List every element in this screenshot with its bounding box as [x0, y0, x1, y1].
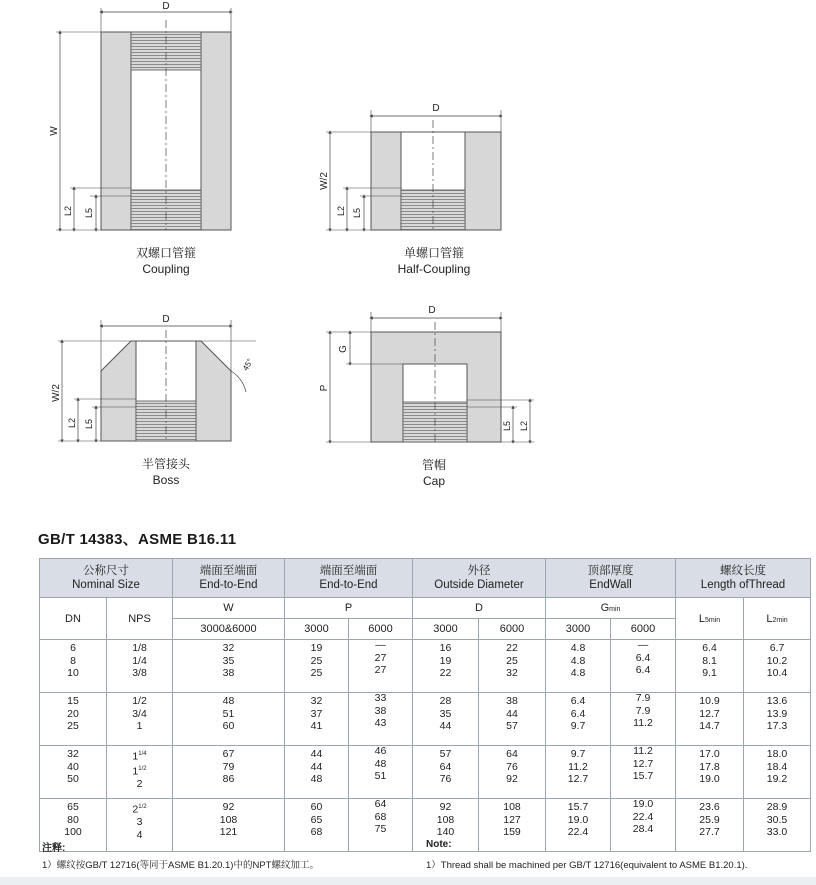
header-g-6000: 6000	[611, 619, 676, 640]
d6000-cell: 108 127 159	[479, 799, 546, 852]
g3000-cell: 6.4 6.4 9.7	[546, 693, 611, 746]
note-cn-title: 注释:	[42, 843, 66, 854]
header-end-wall: 顶部厚度 EndWall	[546, 559, 676, 598]
l2-cell: 28.9 30.5 33.0	[744, 799, 811, 852]
d6000-cell: 22 25 32	[479, 640, 546, 693]
l5-cell: 10.9 12.7 14.7	[676, 693, 744, 746]
table-row-group	[40, 799, 811, 852]
w-cell: 48 51 60	[173, 693, 285, 746]
note-en-text: 1）Thread shall be machined per GB/T 12716(equivalent to ASME B1.20.1).	[426, 860, 748, 871]
d3000-cell: 16 19 22	[413, 640, 479, 693]
spec-table	[39, 558, 811, 852]
d6000-cell: 38 44 57	[479, 693, 546, 746]
dn-cell: 65 80 100	[40, 799, 107, 852]
coupling-caption-en: Coupling	[142, 262, 190, 276]
p3000-cell: 44 44 48	[285, 746, 349, 799]
g6000-cell: 7.9 7.9 11.2	[611, 693, 676, 746]
l5-cell: 17.0 17.8 19.0	[676, 746, 744, 799]
nps-cell: $1^{1/4}$ $1^{1/2}$ 2	[107, 746, 173, 799]
boss-caption-cn: 半管接头	[141, 457, 190, 471]
cap-label-d: D	[428, 305, 436, 316]
coupling-label-d: D	[162, 1, 170, 12]
l2-cell: 18.0 18.4 19.2	[744, 746, 811, 799]
coupling-label-l2: L2	[63, 205, 73, 217]
half-coupling-caption-cn: 单螺口管箍	[403, 246, 464, 260]
l2-cell: 6.7 10.2 10.4	[744, 640, 811, 693]
cap-label-g: G	[338, 345, 349, 353]
table-row-group	[40, 746, 811, 799]
g3000-cell: 9.7 11.2 12.7	[546, 746, 611, 799]
header-class-3000-6000: 3000&6000	[173, 619, 285, 640]
nps-cell: 1/2 3/4 1	[107, 693, 173, 746]
nps-cell: 1/8 1/4 3/8	[107, 640, 173, 693]
half-coupling-caption-en: Half-Coupling	[397, 262, 471, 276]
header-p-3000: 3000	[285, 619, 349, 640]
cap-label-p: P	[319, 384, 330, 392]
p3000-cell: 60 65 68	[285, 799, 349, 852]
page-footer-bar	[0, 877, 816, 885]
g6000-cell: 19.0 22.4 28.4	[611, 799, 676, 852]
w-cell: 32 35 38	[173, 640, 285, 693]
header-nps: NPS	[107, 598, 173, 640]
header-nominal-size: 公称尺寸 Nominal Size	[40, 559, 173, 598]
header-end-to-end-p: 端面至端面 End-to-End	[285, 559, 413, 598]
p3000-cell: 19 25 25	[285, 640, 349, 693]
boss-label-l2: L2	[67, 417, 77, 429]
half-coupling-label-l2: L2	[336, 205, 346, 217]
header-row-main	[40, 559, 811, 598]
l5-cell: 23.6 25.9 27.7	[676, 799, 744, 852]
boss-label-l5: L5	[84, 418, 94, 430]
d3000-cell: 28 35 44	[413, 693, 479, 746]
l2-cell: 13.6 13.9 17.3	[744, 693, 811, 746]
coupling-label-l5: L5	[84, 207, 94, 219]
cap-label-l2: L2	[519, 420, 529, 432]
coupling-drawing	[49, 1, 231, 230]
header-end-to-end-w: 端面至端面 End-to-End	[173, 559, 285, 598]
table-row-group	[40, 640, 811, 693]
boss-drawing	[51, 314, 256, 441]
boss-label-angle: 45°	[240, 357, 255, 373]
boss-label-w2: W/2	[51, 384, 62, 402]
header-l5: L5min	[676, 598, 744, 640]
d6000-cell: 64 76 92	[479, 746, 546, 799]
l5-cell: 6.4 8.1 9.1	[676, 640, 744, 693]
w-cell: 67 79 86	[173, 746, 285, 799]
header-d: D	[413, 598, 546, 619]
p6000-cell: — 27 27	[349, 640, 413, 693]
cap-caption-cn: 管帽	[421, 458, 446, 472]
spec-table-title: GB/T 14383、ASME B16.11	[38, 531, 237, 548]
table-row-group	[40, 693, 811, 746]
cap-caption-en: Cap	[422, 474, 445, 488]
header-dn: DN	[40, 598, 107, 640]
nps-cell: $2^{1/2}$ 3 4	[107, 799, 173, 852]
dn-cell: 15 20 25	[40, 693, 107, 746]
header-g-3000: 3000	[546, 619, 611, 640]
p3000-cell: 32 37 41	[285, 693, 349, 746]
header-p-6000: 6000	[349, 619, 413, 640]
half-coupling-label-w2: W/2	[319, 172, 330, 190]
header-w: W	[173, 598, 285, 619]
dn-cell: 6 8 10	[40, 640, 107, 693]
g3000-cell: 15.7 19.0 22.4	[546, 799, 611, 852]
half-coupling-label-l5: L5	[352, 207, 362, 219]
half-coupling-drawing	[319, 103, 501, 230]
d3000-cell: 57 64 76	[413, 746, 479, 799]
header-g: Gmin	[546, 598, 676, 619]
p6000-cell: 64 68 75	[349, 799, 413, 852]
g6000-cell: 11.2 12.7 15.7	[611, 746, 676, 799]
coupling-caption-cn: 双螺口管箍	[135, 246, 196, 260]
header-p: P	[285, 598, 413, 619]
w-cell: 92 108 121	[173, 799, 285, 852]
boss-label-d: D	[162, 314, 170, 325]
dn-cell: 32 40 50	[40, 746, 107, 799]
p6000-cell: 46 48 51	[349, 746, 413, 799]
g6000-cell: — 6.4 6.4	[611, 640, 676, 693]
cap-label-l5: L5	[502, 420, 512, 432]
cap-drawing	[319, 305, 534, 442]
half-coupling-label-d: D	[432, 103, 440, 114]
header-d-3000: 3000	[413, 619, 479, 640]
boss-caption-en: Boss	[152, 473, 180, 487]
g3000-cell: 4.8 4.8 4.8	[546, 640, 611, 693]
header-outside-diameter: 外径 Outside Diameter	[413, 559, 546, 598]
header-l2: L2min	[744, 598, 811, 640]
header-thread-length: 螺纹长度 Length ofThread	[676, 559, 811, 598]
p6000-cell: 33 38 43	[349, 693, 413, 746]
coupling-label-w: W	[49, 126, 60, 136]
header-d-6000: 6000	[479, 619, 546, 640]
note-cn-text: 1）螺纹按GB/T 12716(等同于ASME B1.20.1)中的NPT螺纹加工。	[42, 860, 319, 871]
header-row-symbols	[40, 598, 811, 619]
note-en-title: Note:	[426, 839, 452, 850]
d3000-cell: 92 108 140	[413, 799, 479, 852]
